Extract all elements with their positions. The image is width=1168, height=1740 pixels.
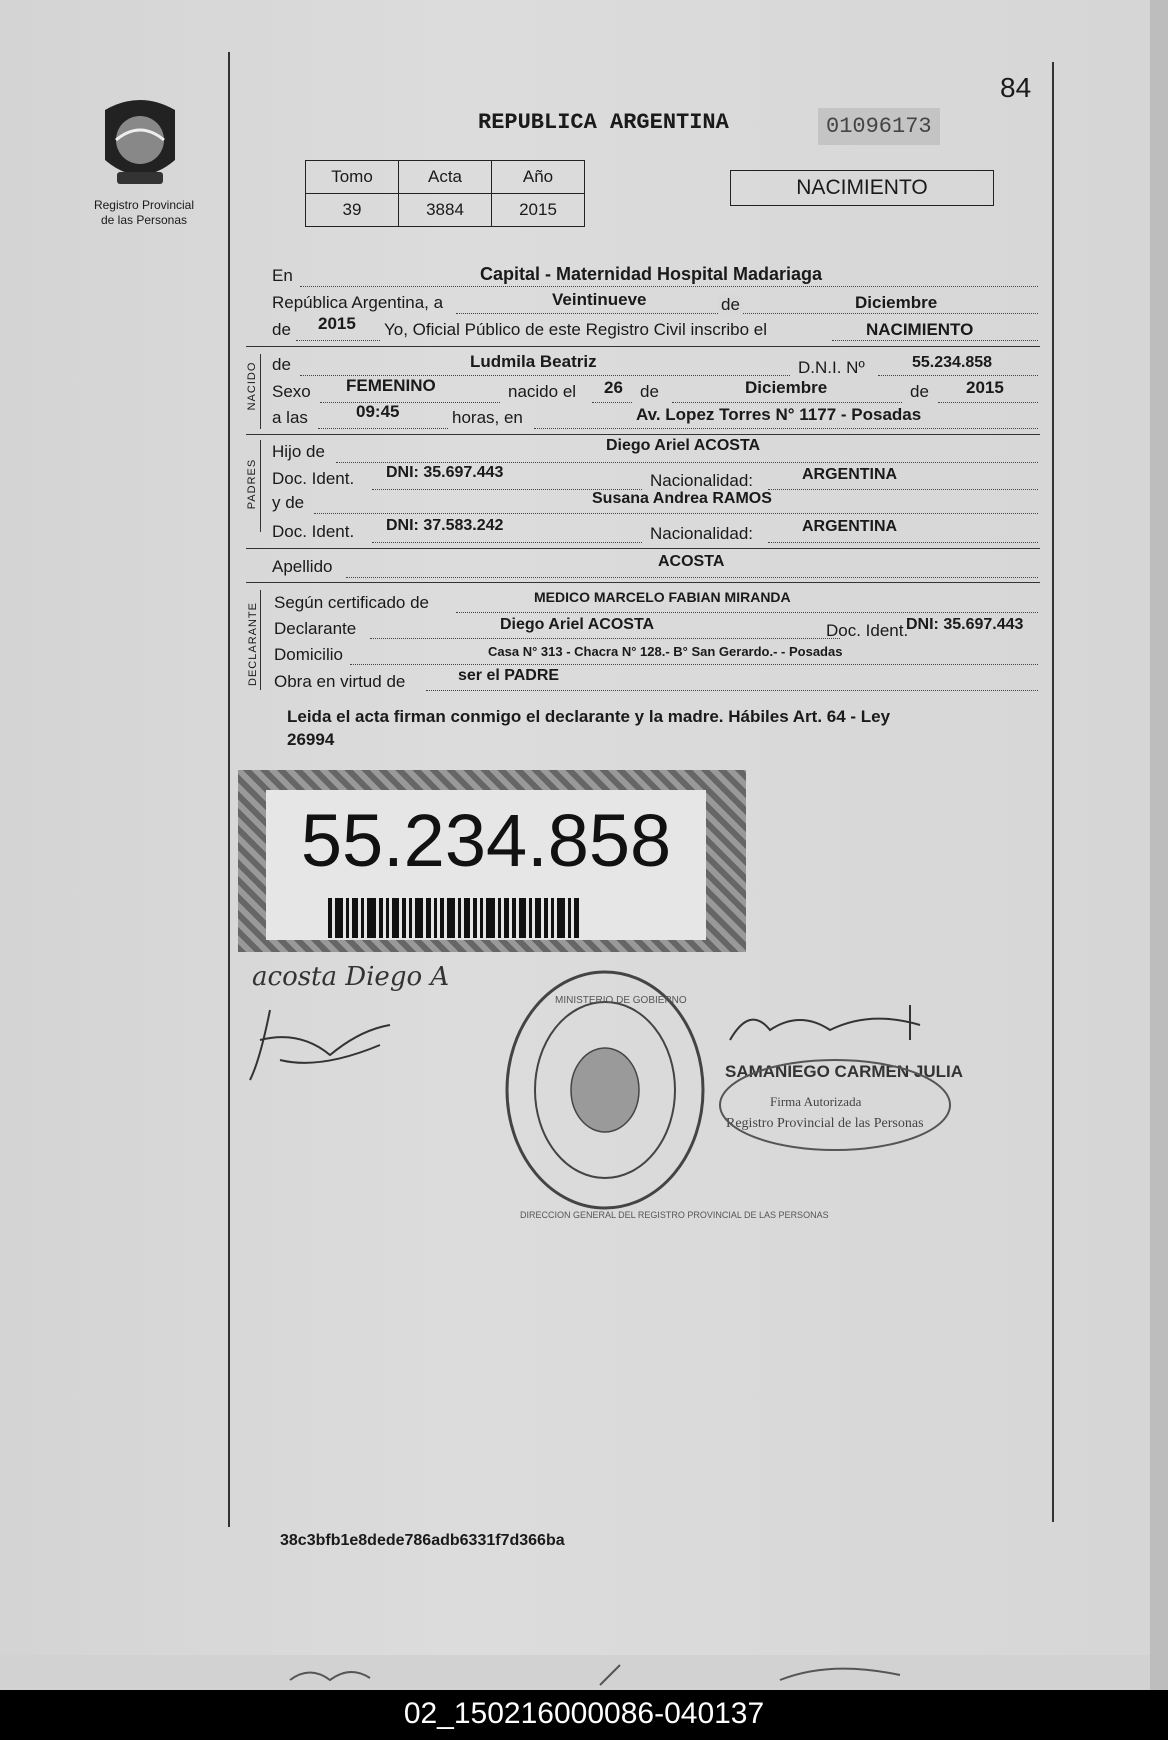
official-signature bbox=[720, 1000, 940, 1060]
record-type-box: NACIMIENTO bbox=[730, 170, 994, 206]
declarante-section-label: DECLARANTE bbox=[247, 602, 259, 686]
apellido-label: Apellido bbox=[272, 557, 333, 576]
closing-line-1: Leida el acta firman conmigo el declarante y la madre. Hábiles Art. 64 - Ley bbox=[287, 707, 891, 726]
nacido-el-label: nacido el bbox=[508, 382, 577, 401]
registry-name-line2: de las Personas bbox=[100, 213, 188, 227]
father-nat-label: Nacionalidad: bbox=[650, 471, 754, 490]
birth-de-label-2: de bbox=[910, 382, 929, 401]
mother-nationality: ARGENTINA bbox=[802, 518, 898, 535]
registry-name-line1: Registro Provincial bbox=[93, 198, 195, 212]
province-seal-logo bbox=[95, 90, 185, 195]
republic-label: República Argentina, a bbox=[272, 293, 444, 312]
tomo-value: 39 bbox=[306, 194, 399, 227]
document-hash: 38c3bfb1e8dede786adb6331f7d366ba bbox=[280, 1532, 565, 1549]
serial-number: 01096173 bbox=[818, 108, 940, 145]
mother-nat-label: Nacionalidad: bbox=[650, 524, 754, 543]
yde-label: y de bbox=[272, 493, 305, 512]
cert-label: Según certificado de bbox=[274, 593, 429, 612]
mother-name: Susana Andrea RAMOS bbox=[592, 490, 772, 507]
father-doc-label: Doc. Ident. bbox=[272, 469, 355, 488]
declarante-doc: DNI: 35.697.443 bbox=[906, 616, 1024, 633]
official-name-stamp-outline bbox=[715, 1055, 955, 1155]
domicilio-value: Casa N° 313 - Chacra N° 128.- B° San Gerardo.- - Posadas bbox=[488, 644, 843, 659]
declarante-value: Diego Ariel ACOSTA bbox=[500, 616, 655, 633]
father-nationality: ARGENTINA bbox=[802, 466, 898, 483]
country-title: REPUBLICA ARGENTINA bbox=[478, 110, 729, 135]
mother-doc-label: Doc. Ident. bbox=[272, 522, 355, 541]
hijo-label: Hijo de bbox=[272, 442, 325, 461]
barcode-bars bbox=[328, 898, 579, 938]
month-value: Diciembre bbox=[855, 293, 938, 312]
dni-barcode-sticker bbox=[238, 770, 746, 952]
child-dni: 55.234.858 bbox=[912, 354, 993, 371]
mother-doc: DNI: 37.583.242 bbox=[386, 517, 504, 534]
birth-de-label: de bbox=[640, 382, 659, 401]
sexo-label: Sexo bbox=[272, 382, 311, 401]
birth-year: 2015 bbox=[966, 378, 1004, 397]
day-words: Veintinueve bbox=[552, 290, 647, 309]
declarante-doc-label: Doc. Ident. bbox=[826, 621, 909, 640]
page-number: 84 bbox=[1000, 72, 1032, 103]
de-year-label: de bbox=[272, 320, 291, 339]
registry-table bbox=[305, 160, 585, 227]
child-name: Ludmila Beatriz bbox=[470, 352, 597, 371]
de-label: de bbox=[718, 295, 743, 315]
page-edge bbox=[1150, 0, 1168, 1690]
right-margin-line bbox=[1052, 62, 1054, 1522]
officer-text: Yo, Oficial Público de este Registro Civil inscribo el bbox=[384, 320, 767, 339]
place-value: Capital - Maternidad Hospital Madariaga bbox=[480, 264, 823, 284]
birth-day: 26 bbox=[604, 378, 623, 397]
father-doc: DNI: 35.697.443 bbox=[386, 464, 504, 481]
father-name: Diego Ariel ACOSTA bbox=[606, 437, 761, 454]
cert-value: MEDICO MARCELO FABIAN MIRANDA bbox=[534, 589, 791, 605]
record-value: NACIMIENTO bbox=[866, 320, 974, 339]
anio-value: 2015 bbox=[492, 194, 585, 227]
anio-header: Año bbox=[492, 161, 585, 194]
birth-month: Diciembre bbox=[745, 378, 828, 397]
declarante-label: Declarante bbox=[274, 619, 357, 638]
tomo-header: Tomo bbox=[306, 161, 399, 194]
hora-label: a las bbox=[272, 408, 308, 427]
stamp-ring-text: DIRECCION GENERAL DEL REGISTRO PROVINCIAL DE LAS PERSONAS bbox=[520, 1210, 829, 1220]
official-role: Firma Autorizada bbox=[770, 1094, 862, 1109]
acta-value: 3884 bbox=[399, 194, 492, 227]
obra-label: Obra en virtud de bbox=[274, 672, 406, 691]
next-page-marks bbox=[280, 1660, 980, 1690]
birth-time: 09:45 bbox=[356, 402, 400, 421]
padres-section-label: PADRES bbox=[246, 458, 258, 510]
scan-id: 02_150216000086-040137 bbox=[403, 1697, 765, 1730]
declarant-signature bbox=[240, 1000, 430, 1090]
left-margin-line bbox=[228, 52, 230, 1527]
barcode-number: 55.234.858 bbox=[300, 799, 672, 882]
year-value: 2015 bbox=[318, 314, 356, 333]
obra-value: ser el PADRE bbox=[458, 667, 560, 684]
domicilio-label: Domicilio bbox=[274, 645, 343, 664]
nacido-de-label: de bbox=[272, 355, 291, 374]
birth-address: Av. Lopez Torres N° 1177 - Posadas bbox=[636, 405, 922, 424]
horas-label: horas, en bbox=[452, 408, 523, 427]
declarant-handwriting: acosta Diego A bbox=[252, 962, 450, 992]
official-registry: Registro Provincial de las Personas bbox=[726, 1116, 924, 1131]
apellido-value: ACOSTA bbox=[658, 553, 725, 570]
closing-line-2: 26994 bbox=[287, 730, 335, 749]
official-name: SAMANIEGO CARMEN JULIA bbox=[725, 1062, 964, 1081]
acta-header: Acta bbox=[399, 161, 492, 194]
nacido-section-label: NACIDO bbox=[246, 361, 258, 411]
sexo-value: FEMENINO bbox=[346, 376, 436, 395]
stamp-inner-text: MINISTERIO DE GOBIERNO bbox=[555, 995, 687, 1006]
dni-label: D.N.I. Nº bbox=[798, 358, 865, 377]
en-label: En bbox=[272, 266, 293, 285]
